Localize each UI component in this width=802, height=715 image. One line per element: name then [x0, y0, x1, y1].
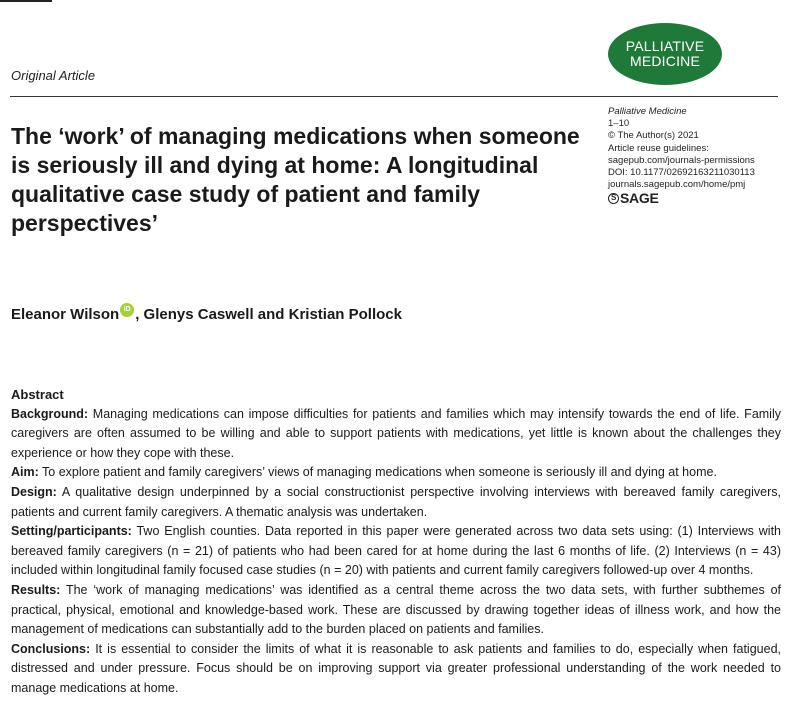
abstract-background — [11, 405, 781, 464]
meta-doi[interactable]: DOI: 10.1177/02692163211030113 — [608, 167, 755, 179]
abstract-conclusions — [11, 640, 781, 699]
author-rest: , Glenys Caswell and Kristian Pollock — [135, 306, 402, 323]
section-text: The ‘work of managing medications’ was identified as a central theme across the two data sets, with further subthemes of practical, physical, emotional and knowledge-based work. These are discussed by drawing together ideas of illness work, and how the management of medications can substantially add to the burden placed on patients and families. — [11, 582, 781, 637]
abstract-results — [11, 581, 781, 640]
orcid-icon[interactable]: iD — [120, 303, 134, 317]
article-type: Original Article — [11, 68, 96, 83]
meta-reuse-label: Article reuse guidelines: — [608, 142, 709, 154]
section-text: A qualitative design underpinned by a social constructionist perspective involving interviews with bereaved family caregivers, patients and current family caregivers. A thematic analysis was undertaken. — [11, 484, 781, 519]
section-label: Setting/participants: — [11, 524, 132, 539]
meta-pages: 1–10 — [608, 118, 630, 130]
logo-line1: PALLIATIVE — [625, 38, 705, 54]
abstract-design — [11, 483, 781, 522]
article-title: The ‘work’ of managing medications when someone is seriously ill and dying at home: A longitudinal qualitative case study of patient and family perspectives’ — [11, 123, 580, 236]
meta-reuse-link[interactable]: sagepub.com/journals-permissions — [608, 154, 755, 166]
section-text: It is essential to consider the limits of what it is reasonable to ask patients and families to do, especially when fatigued, distressed and under pressure. Focus should be on improving support via greater professional understanding of the work needed to manage medications at home. — [11, 641, 781, 695]
author-first: Eleanor Wilson — [11, 306, 120, 323]
section-label: Conclusions: — [11, 641, 91, 656]
sage-icon: S — [608, 193, 619, 204]
meta-copyright: © The Author(s) 2021 — [608, 130, 699, 142]
section-text: Managing medications can impose difficulties for patients and families which may intensify towards the end of life. Family caregivers are often assumed to be willing and able to support patients with medications, yet little is known about the challenges they experience or how they cope with these. — [11, 406, 781, 460]
article-meta — [608, 106, 798, 205]
section-label: Aim: — [11, 465, 39, 480]
journal-logo — [608, 23, 722, 85]
publisher-name: SAGE — [620, 190, 659, 207]
section-label: Background: — [11, 406, 89, 421]
section-label: Design: — [11, 484, 57, 499]
meta-journal-link[interactable]: journals.sagepub.com/home/pmj — [608, 179, 746, 191]
top-rule — [0, 0, 52, 2]
section-label: Results: — [11, 582, 61, 597]
abstract-setting — [11, 522, 781, 581]
logo-line2: MEDICINE — [629, 53, 701, 69]
section-text: Two English counties. Data reported in this paper were generated across two data sets using: (1) Interviews with bereaved family caregivers (n = 21) of patients who had been cared for at home during the last 6 months of life. (2) Interviews (n = 43) included within longitudinal family focused case studies (n = 20) with patients and current family caregivers followed-up over 4 months. — [11, 524, 781, 578]
abstract-aim — [11, 463, 781, 483]
abstract-heading: Abstract — [11, 387, 64, 402]
header-rule — [10, 96, 778, 97]
meta-journal: Palliative Medicine — [608, 106, 687, 117]
publisher-logo — [608, 190, 798, 207]
author-line — [11, 306, 402, 323]
abstract — [11, 385, 781, 699]
section-text: To explore patient and family caregivers’ views of managing medications when someone is seriously ill and dying at home. — [38, 465, 717, 480]
